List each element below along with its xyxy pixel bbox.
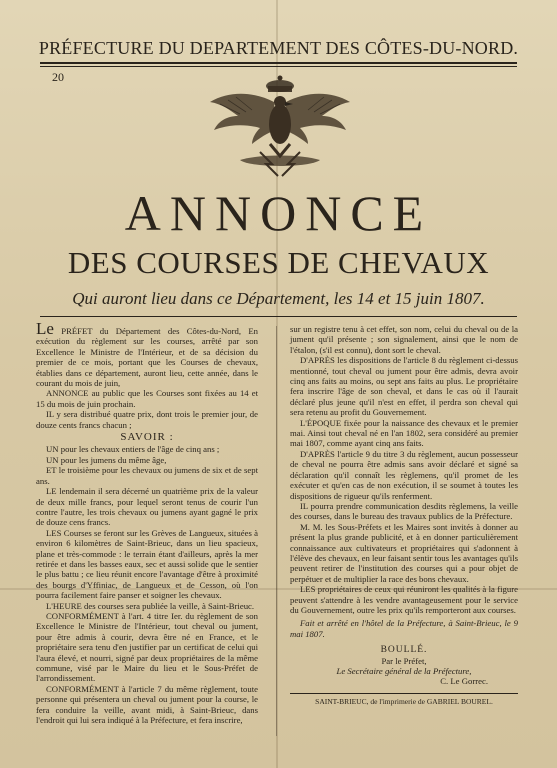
paragraph: LE lendemain il sera décerné un quatrième prix de la valeur de deux mille francs, pour lequel seront tenus de courir l'un contre l'autre, les trois chevaux ou jumens ayant gagné le prix de douze cens francs. (36, 486, 258, 528)
paragraph: D'APRÈS les dispositions de l'article 8 du règlement ci-dessus mentionné, tout cheval ou jument pour être admis, devra avoir cinq ans faits au moins, ou sept ans faits au plus. Le propriétaire fera inscrire l'âge de son cheval, et dans le cas où il l'aurait déclaré plus jeune qu'il n'est en effet, il perdra son cheval qui sera retenu au profit du Gouvernement. (290, 355, 518, 418)
paragraph: CONFORMÉMENT à l'article 7 du même règlement, toute personne qui présentera un cheval ou jument pour la course, le fera conduire la veille, avant midi, à Saint-Brieuc, dans l'endroit qui lui sera indiqué à la Préfecture, et fera inscrire, (36, 683, 258, 726)
column-divider (276, 326, 277, 736)
annonce-title: ANNONCE (124, 185, 433, 241)
par-le-prefet: Par le Préfet, (381, 655, 427, 666)
paragraph: ANNONCE au public que les Courses sont fixées au 14 et 15 du mois de juin prochain. (36, 388, 258, 409)
prefect-signature: BOULLÉ. (380, 645, 428, 656)
paragraph: sur un registre tenu à cet effet, son nom, celui du cheval ou de la jument qu'il présente ; son signalement, ainsi que le nom de l'étalon, (s'il est connu), dont sort le cheval. (290, 324, 518, 355)
right-column (290, 324, 518, 707)
lead-initial: Le (36, 319, 54, 338)
paragraph: UN pour les chevaux entiers de l'âge de cinq ans ; (46, 444, 220, 455)
paragraph: IL pourra prendre communication desdits règlemens, la veille des courses, dans le bureau des travaux publics de la Préfecture. (290, 500, 518, 522)
subtitle-rule (40, 316, 517, 317)
paragraph: UN pour les jumens du même âge, (46, 454, 167, 465)
imperial-eagle-icon (200, 72, 360, 184)
printer-imprint: SAINT-BRIEUC, de l'imprimerie de GABRIEL BOUREL. (315, 696, 493, 706)
paragraph: L'ÉPOQUE fixée pour la naissance des chevaux et le premier mai. Ainsi tout cheval né en l'an 1802, sera considéré au premier mai 1807, comme ayant cinq ans faits. (290, 417, 518, 449)
paragraph: CONFORMÉMENT à l'art. 4 titre Ier. du règlement de son Excellence le Ministre de l'Intérieur, tout cheval ou jument, pour être admis à courir, devra être né en France, et le propriétaire sera tenu d'en justifier par un certificat de celui qui l'aura élevé, et nourri, signé par deux propriétaires de la même commune, visé par le Maire du lieu et le Sous-Préfet de l'arrondissement. (36, 610, 258, 684)
heading-rule-thin (40, 66, 517, 67)
courses-title: DES COURSES DE CHEVAUX (67, 245, 490, 280)
heading-rule (40, 62, 517, 64)
imprint-rule (290, 693, 518, 694)
savoir-heading: SAVOIR : (120, 431, 174, 444)
left-column (36, 319, 258, 726)
fait-statement: Fait et arrêté en l'hôtel de la Préfecture, à Saint-Brieuc, le 9 mai 1807. (290, 618, 518, 639)
paragraph: L'HEURE des courses sera publiée la veille, à Saint-Brieuc. (46, 600, 255, 611)
secretary-title: Le Secrétaire général de la Préfecture, (336, 666, 472, 676)
secretary-name: C. Le Gorrec. (440, 676, 488, 687)
lead-paragraph (36, 319, 258, 389)
prefecture-heading: PRÉFECTURE DU DEPARTEMENT DES CÔTES-DU-NORD. (38, 38, 519, 58)
paragraph: ET le troisième pour les chevaux ou jumens de six et de sept ans. (36, 465, 258, 486)
poster-number: 20 (52, 70, 64, 84)
lead-text: PRÉFET du Département des Côtes-du-Nord, En exécution du règlement sur les courses, arrêté par son Excellence le Ministre de l'Intérieur, et de sa décision du premier de ce mois, portant que les Courses de chevaux, établies dans ce département, auront lieu, cette année, dans le courant du mois de juin, (36, 326, 258, 389)
paragraph: M. M. les Sous-Préfets et les Maires sont invités à donner au présent la plus grande publicité, et à en donner particulièrement connaissance aux cultivateurs et propriétaires qui s'adonnent à l'élève des chevaux, en leur faisant sentir tous les avantages qu'ils peuvent retirer de l'institution des courses qui a pour objet de perpétuer et de multiplier la race des bons chevaux. (290, 521, 518, 584)
paragraph: D'APRÈS l'article 9 du titre 3 du règlement, aucun possesseur de cheval ne pourra être admis sans avoir déclaré et signé sa déclaration qu'il connaît les règlemens, qu'il promet de les exécuter et qu'en cas de non exécution, il se soumet à toutes les dispositions de rigueur qu'ils renferment. (290, 448, 518, 501)
paragraph: IL y sera distribué quatre prix, dont trois le premier jour, de douze cents francs chacun ; (36, 409, 258, 430)
paragraph: LES propriétaires de ceux qui réuniront les qualités à la figure peuvent s'attendre à les vendre avantageusement pour le service du Gouvernement, outre les prix qu'ils remporteront aux courses. (290, 584, 518, 615)
dates-subtitle: Qui auront lieu dans ce Département, les 14 et 15 juin 1807. (72, 289, 485, 308)
paragraph: LES Courses se feront sur les Grèves de Langueux, situées à environ 6 kilomètres de Saint-Brieuc, dans un lieu spacieux, plane et très-commode : le terrain étant d'ailleurs, après la mer retirée et dans les basses eaux, sec et aussi solide que le sentier le plus battu ; ce lieu réunit encore l'avantage d'être à proximité des bourgs d'Yffiniac, de Langueux et de Cesson, où l'on pourra facilement faire panser et soigner les chevaux. (36, 527, 258, 601)
